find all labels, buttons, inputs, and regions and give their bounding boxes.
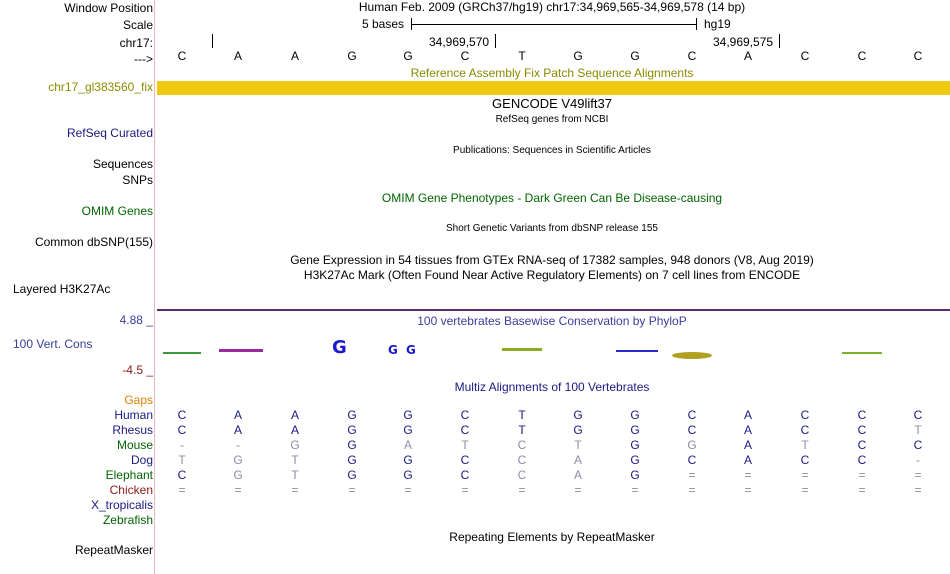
alignment-base-dog: G xyxy=(403,453,413,467)
base: A xyxy=(290,49,299,63)
base: T xyxy=(518,49,526,63)
base: C xyxy=(913,49,923,63)
scale-bar-right-tick xyxy=(696,18,697,30)
alignment-base-dog: G xyxy=(233,453,243,467)
alignment-base-elephant: G xyxy=(347,468,357,482)
publications-track-title: Publications: Sequences in Scientific Articles xyxy=(453,145,651,156)
alignment-base-rhesus: C xyxy=(800,423,810,437)
alignment-base-elephant: C xyxy=(177,468,187,482)
ruler-tick-2 xyxy=(495,34,496,48)
base: G xyxy=(573,49,583,63)
alignment-base-rhesus: T xyxy=(914,423,922,437)
h3k27ac-track-title: H3K27Ac Mark (Often Found Near Active Regulatory Elements) on 7 cell lines from ENCODE xyxy=(303,268,801,282)
alignment-base-dog: A xyxy=(573,453,582,467)
strand-arrow-label: ---> xyxy=(134,52,153,66)
gtex-track-title: Gene Expression in 54 tissues from GTEx RNA-seq of 17382 samples, 948 donors (V8, Aug 2019) xyxy=(290,253,814,267)
alignment-base-chicken: = xyxy=(744,483,752,497)
base: C xyxy=(460,49,470,63)
alignment-base-dog: T xyxy=(291,453,299,467)
base: A xyxy=(743,49,752,63)
alignment-base-human: A xyxy=(233,408,242,422)
alignment-base-mouse: T xyxy=(461,438,469,452)
alignment-base-mouse: C xyxy=(517,438,527,452)
base: G xyxy=(347,49,357,63)
alignment-base-rhesus: G xyxy=(573,423,583,437)
alignment-base-chicken: = xyxy=(631,483,639,497)
base: C xyxy=(177,49,187,63)
repeatmasker-track-label[interactable]: RepeatMasker xyxy=(74,543,153,557)
alignment-base-chicken: = xyxy=(688,483,696,497)
omim-track-title: OMIM Gene Phenotypes - Dark Green Can Be Disease-causing xyxy=(381,191,723,205)
fix-patch-track-title: Reference Assembly Fix Patch Sequence Alignments xyxy=(410,66,694,80)
cons-glyph xyxy=(616,350,658,352)
species-label-zebrafish: Zebrafish xyxy=(102,513,153,527)
alignment-base-chicken: = xyxy=(461,483,469,497)
alignment-base-human: A xyxy=(290,408,299,422)
alignment-base-mouse: G xyxy=(290,438,300,452)
ruler-coord-2: 34,969,575 xyxy=(713,35,774,49)
alignment-base-elephant: = xyxy=(858,468,866,482)
alignment-base-dog: C xyxy=(517,453,527,467)
ruler-coord-1: 34,969,570 xyxy=(429,35,490,49)
alignment-base-elephant: G xyxy=(233,468,243,482)
alignment-base-rhesus: G xyxy=(403,423,413,437)
alignment-base-elephant: = xyxy=(801,468,809,482)
species-label-dog: Dog xyxy=(130,453,153,467)
alignment-base-human: C xyxy=(177,408,187,422)
h3k27ac-track-label[interactable]: Layered H3K27Ac xyxy=(13,282,111,296)
scale-label: Scale xyxy=(122,18,153,32)
alignment-base-dog: A xyxy=(743,453,752,467)
alignment-base-chicken: = xyxy=(291,483,299,497)
cons-glyph xyxy=(219,349,263,352)
dbsnp-track-label[interactable]: Common dbSNP(155) xyxy=(34,235,153,249)
alignment-base-human: T xyxy=(518,408,526,422)
base: C xyxy=(857,49,867,63)
alignment-base-rhesus: G xyxy=(630,423,640,437)
alignment-base-chicken: = xyxy=(801,483,809,497)
alignment-base-human: C xyxy=(460,408,470,422)
alignment-base-elephant: = xyxy=(914,468,922,482)
base: A xyxy=(233,49,242,63)
alignment-base-human: C xyxy=(857,408,867,422)
assembly-label: hg19 xyxy=(704,17,731,31)
alignment-base-mouse: G xyxy=(347,438,357,452)
species-label-elephant: Elephant xyxy=(105,468,153,482)
alignment-base-chicken: = xyxy=(348,483,356,497)
alignment-base-mouse: C xyxy=(857,438,867,452)
sequences-track-label[interactable]: Sequences xyxy=(92,157,153,171)
alignment-base-rhesus: T xyxy=(518,423,526,437)
alignment-base-dog: - xyxy=(916,453,920,467)
gaps-label: Gaps xyxy=(124,393,153,407)
base: G xyxy=(403,49,413,63)
label-divider xyxy=(154,0,155,574)
ruler-tick-1 xyxy=(212,34,213,48)
alignment-base-mouse: G xyxy=(630,438,640,452)
alignment-base-chicken: = xyxy=(234,483,242,497)
alignment-base-human: G xyxy=(630,408,640,422)
species-label-rhesus: Rhesus xyxy=(112,423,153,437)
h3k27ac-signal-line xyxy=(157,309,950,311)
scale-bar xyxy=(411,24,697,25)
alignment-base-human: G xyxy=(403,408,413,422)
gencode-track-title: GENCODE V49lift37 xyxy=(492,96,612,111)
base: C xyxy=(800,49,810,63)
alignment-base-elephant: = xyxy=(744,468,752,482)
alignment-base-rhesus: A xyxy=(290,423,299,437)
alignment-base-mouse: A xyxy=(743,438,752,452)
alignment-base-elephant: A xyxy=(573,468,582,482)
alignment-base-rhesus: C xyxy=(687,423,697,437)
alignment-base-mouse: - xyxy=(236,438,240,452)
alignment-base-elephant: = xyxy=(688,468,696,482)
cons-glyph-g-small: G G xyxy=(388,343,418,357)
alignment-base-chicken: = xyxy=(178,483,186,497)
alignment-base-rhesus: A xyxy=(233,423,242,437)
alignment-base-mouse: T xyxy=(574,438,582,452)
alignment-base-rhesus: C xyxy=(177,423,187,437)
alignment-base-mouse: C xyxy=(913,438,923,452)
cons-track-title: 100 vertebrates Basewise Conservation by PhyloP xyxy=(417,314,687,328)
alignment-base-human: C xyxy=(913,408,923,422)
alignment-base-rhesus: C xyxy=(857,423,867,437)
alignment-base-dog: C xyxy=(687,453,697,467)
alignment-base-mouse: A xyxy=(403,438,412,452)
cons-glyph xyxy=(502,348,542,351)
alignment-base-rhesus: C xyxy=(460,423,470,437)
species-label-human: Human xyxy=(114,408,153,422)
cons-glyph xyxy=(672,352,712,359)
window-position-label: Window Position xyxy=(64,1,153,15)
alignment-base-elephant: C xyxy=(517,468,527,482)
alignment-base-mouse: - xyxy=(180,438,184,452)
alignment-base-elephant: G xyxy=(403,468,413,482)
alignment-base-chicken: = xyxy=(574,483,582,497)
alignment-base-human: C xyxy=(800,408,810,422)
species-label-xtropicalis: X_tropicalis xyxy=(90,498,153,512)
alignment-base-chicken: = xyxy=(404,483,412,497)
cons-min-label: -4.5 _ xyxy=(122,363,153,377)
snps-track-label[interactable]: SNPs xyxy=(122,173,153,187)
refseq-track-label[interactable]: RefSeq Curated xyxy=(66,126,153,140)
cons-track-label[interactable]: 100 Vert. Cons xyxy=(13,337,93,351)
alignment-base-chicken: = xyxy=(858,483,866,497)
cons-glyph-g-large: G xyxy=(332,337,346,358)
omim-track-label[interactable]: OMIM Genes xyxy=(81,204,153,218)
alignment-base-rhesus: G xyxy=(347,423,357,437)
refseq-track-subtitle: RefSeq genes from NCBI xyxy=(495,114,609,125)
species-label-chicken: Chicken xyxy=(109,483,153,497)
ruler-tick-3 xyxy=(779,34,780,48)
alignment-base-dog: C xyxy=(800,453,810,467)
base: G xyxy=(630,49,640,63)
alignment-base-mouse: G xyxy=(687,438,697,452)
alignment-base-human: G xyxy=(573,408,583,422)
fix-patch-alignment-bar[interactable] xyxy=(157,81,950,95)
scale-text: 5 bases xyxy=(362,17,405,31)
alignment-base-elephant: C xyxy=(460,468,470,482)
alignment-base-rhesus: A xyxy=(743,423,752,437)
fix-patch-track-label[interactable]: chr17_gl383560_fix xyxy=(48,80,153,94)
alignment-base-chicken: = xyxy=(914,483,922,497)
alignment-base-dog: C xyxy=(460,453,470,467)
alignment-base-dog: G xyxy=(630,453,640,467)
alignment-base-dog: T xyxy=(178,453,186,467)
cons-max-label: 4.88 _ xyxy=(119,313,153,327)
alignment-base-human: G xyxy=(347,408,357,422)
species-label-mouse: Mouse xyxy=(116,438,153,452)
base: C xyxy=(687,49,697,63)
alignment-base-human: C xyxy=(687,408,697,422)
alignment-base-elephant: G xyxy=(630,468,640,482)
alignment-base-dog: G xyxy=(347,453,357,467)
alignment-base-chicken: = xyxy=(518,483,526,497)
cons-glyph xyxy=(163,352,201,354)
cons-glyph xyxy=(842,352,882,354)
alignment-base-elephant: T xyxy=(291,468,299,482)
multiz-track-title: Multiz Alignments of 100 Vertebrates xyxy=(454,380,650,394)
alignment-base-mouse: T xyxy=(801,438,809,452)
chrom-label: chr17: xyxy=(119,36,153,50)
alignment-base-dog: C xyxy=(857,453,867,467)
dbsnp-track-title: Short Genetic Variants from dbSNP release 155 xyxy=(446,223,658,234)
alignment-base-human: A xyxy=(743,408,752,422)
window-position-text: Human Feb. 2009 (GRCh37/hg19) chr17:34,969,565-34,969,578 (14 bp) xyxy=(358,0,746,14)
repeatmasker-track-title: Repeating Elements by RepeatMasker xyxy=(449,530,655,544)
